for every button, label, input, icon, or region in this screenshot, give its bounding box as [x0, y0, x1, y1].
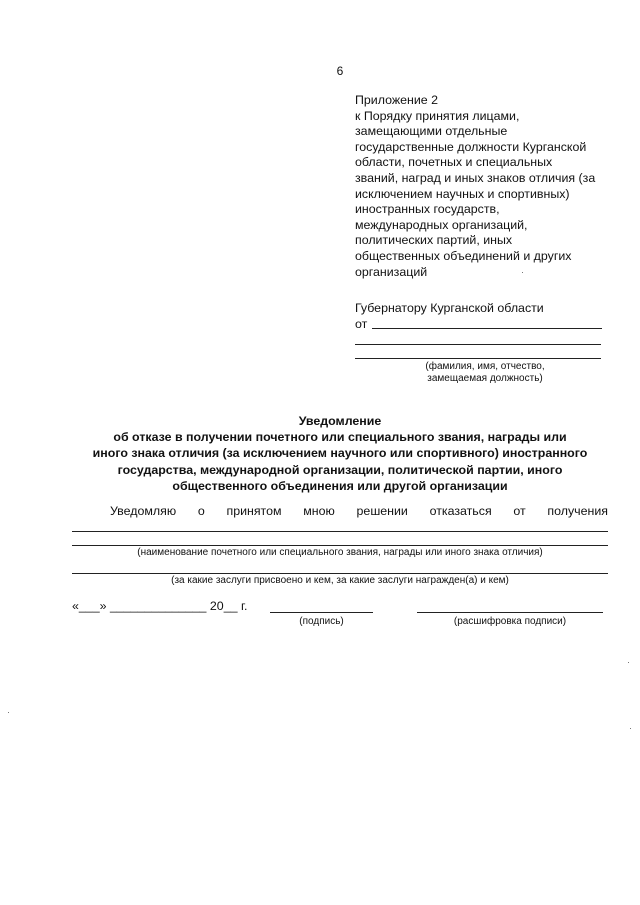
appendix-line: иностранных государств,	[355, 202, 500, 217]
signature-decode-caption: (расшифровка подписи)	[453, 616, 567, 627]
from-position-field[interactable]	[355, 358, 601, 359]
addressee-caption-line: (фамилия, имя, отчество,	[425, 361, 545, 372]
appendix-line: общественных объединений и других	[355, 248, 572, 263]
body-word: мною	[303, 504, 335, 518]
from-name-field[interactable]	[372, 328, 602, 329]
appendix-header	[355, 93, 615, 280]
title-line: об отказе в получении почетного или специального звания, награды или	[113, 430, 567, 445]
award-field-line-1[interactable]	[72, 531, 608, 532]
title-line: государства, международной организации, политической партии, иного	[117, 462, 563, 477]
appendix-line: организаций	[355, 264, 428, 279]
appendix-line: области, почетных и специальных	[355, 155, 553, 170]
appendix-line: к Порядку принятия лицами,	[355, 108, 520, 123]
appendix-line: международных организаций,	[355, 217, 528, 232]
title-line: Уведомление	[298, 414, 382, 428]
body-word: Уведомляю	[110, 504, 177, 518]
notification-title	[60, 413, 620, 494]
body-word: решении	[356, 504, 408, 518]
addressee-to: Губернатору Курганской области	[355, 301, 544, 315]
signature-caption: (подпись)	[299, 616, 344, 627]
appendix-line: политических партий, иных	[355, 233, 513, 248]
signature-field[interactable]	[270, 612, 373, 613]
scan-speck	[522, 272, 523, 273]
appendix-line: исключением научных и спортивных)	[355, 186, 570, 201]
merits-caption: (за какие заслуги присвоено и кем, за какие заслуги награжден(а) и кем)	[171, 575, 509, 586]
appendix-line: Приложение 2	[355, 93, 439, 107]
date-quote-open: «	[72, 599, 79, 613]
addressee-from-label: от	[355, 317, 368, 331]
merits-field-line[interactable]	[72, 573, 608, 574]
body-word: от	[513, 504, 526, 518]
page-number: 6	[336, 64, 344, 78]
addressee-caption-line: замещаемая должность)	[427, 373, 543, 384]
appendix-line: званий, наград и иных знаков отличия (за	[355, 170, 596, 185]
date-year-blank[interactable]: __	[223, 599, 238, 613]
signature-decode-field[interactable]	[417, 612, 603, 613]
title-line: иного знака отличия (за исключением научного или спортивного) иностранного	[92, 446, 588, 461]
body-word: получения	[547, 504, 608, 518]
date-month-blank[interactable]: ______________	[109, 599, 207, 613]
appendix-line: замещающими отдельные	[355, 124, 508, 139]
scan-speck	[8, 712, 9, 713]
body-word: отказаться	[429, 504, 492, 518]
award-caption: (наименование почетного или специального звания, награды или иного знака отличия)	[137, 547, 543, 558]
body-word: принятом	[226, 504, 282, 518]
date-year-suffix: г.	[240, 599, 248, 613]
award-field-line-2[interactable]	[72, 545, 608, 546]
scan-speck	[628, 662, 629, 663]
scan-speck	[630, 728, 631, 729]
from-name-field-2[interactable]	[355, 344, 601, 345]
date-row	[72, 599, 247, 613]
date-quote-close: »	[99, 599, 107, 613]
date-day-blank[interactable]: ___	[78, 599, 100, 613]
notification-body	[110, 504, 608, 518]
date-year-prefix: 20	[209, 599, 224, 613]
body-word: о	[197, 504, 205, 518]
appendix-line: государственные должности Курганской	[355, 139, 587, 154]
title-line: общественного объединения или другой организации	[172, 478, 508, 493]
addressee-caption	[400, 361, 570, 385]
